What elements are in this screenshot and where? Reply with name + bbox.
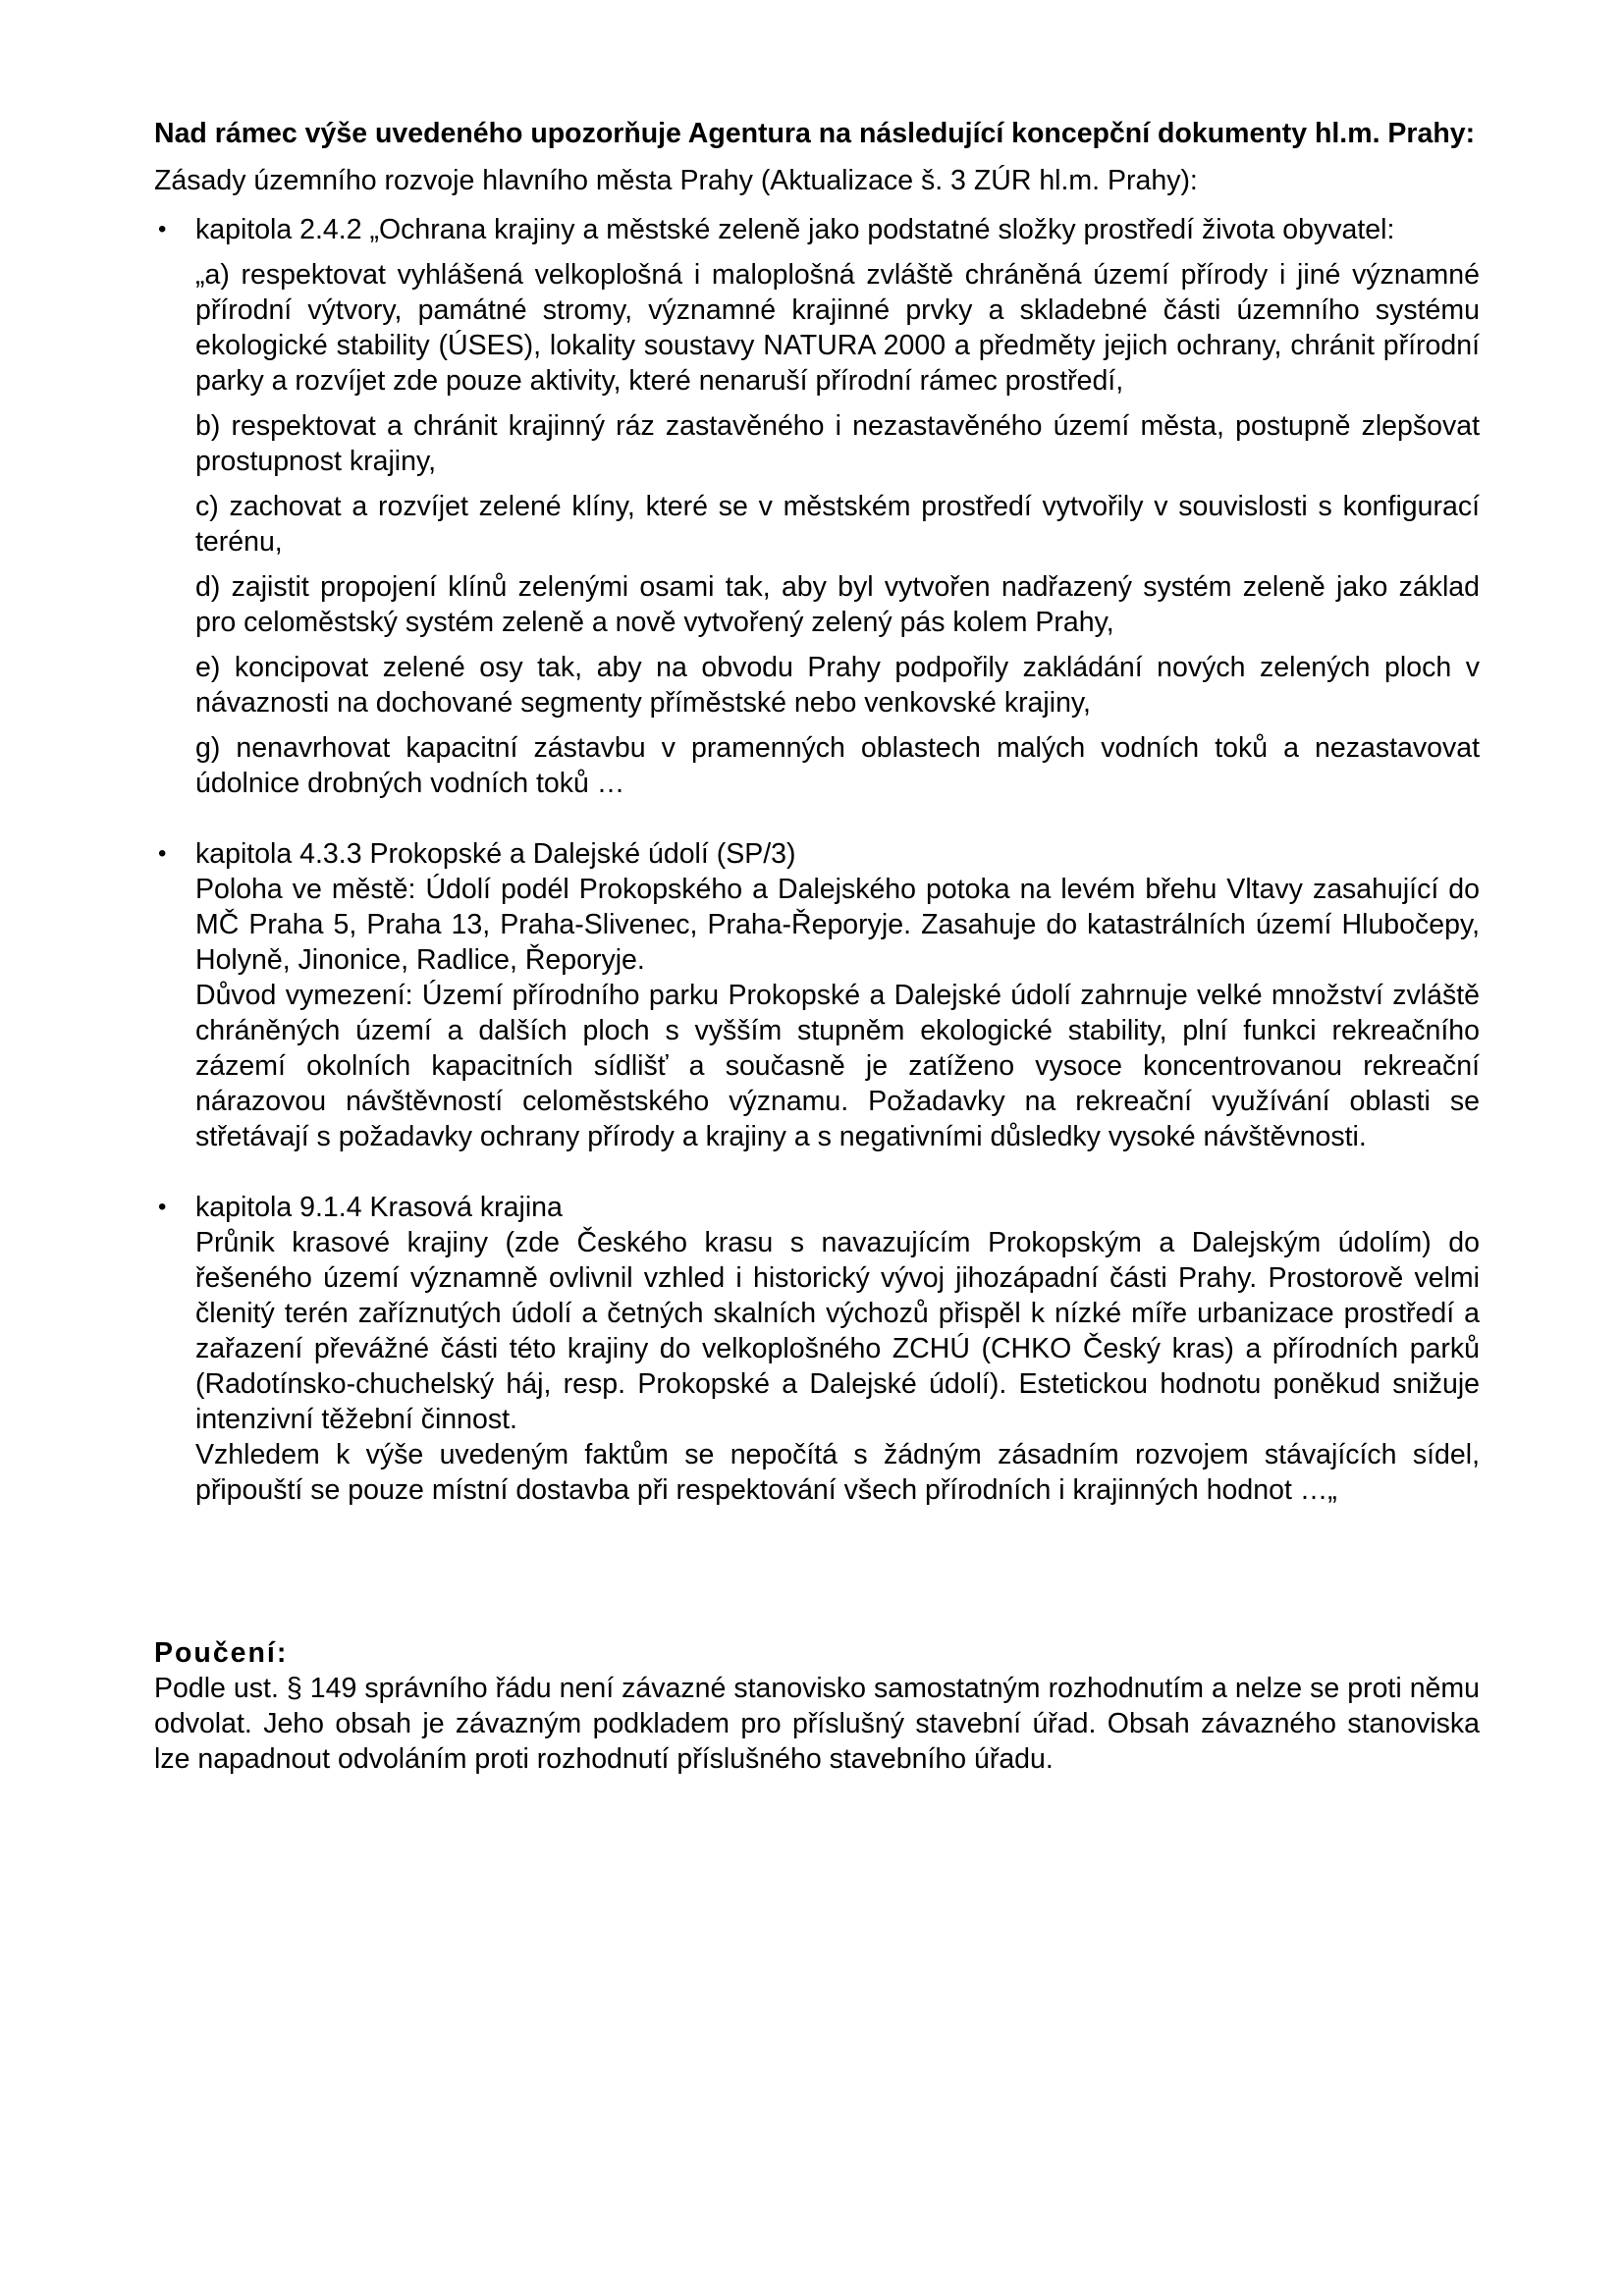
bullet-dot-icon: • bbox=[158, 840, 167, 867]
intro-line: Zásady územního rozvoje hlavního města Prahy (Aktualizace š. 3 ZÚR hl.m. Prahy): bbox=[154, 165, 1198, 196]
chapter-list bbox=[154, 212, 1480, 1508]
notice-heading: Poučení: bbox=[154, 1637, 289, 1669]
chapter-title: kapitola 2.4.2 „Ochrana krajiny a městské zeleně jako podstatné složky prostředí života obyvatel: bbox=[195, 214, 1395, 245]
chapter-paragraph: Vzhledem k výše uvedeným faktům se nepočítá s žádným zásadním rozvojem stávajících sídel, připouští se pouze místní dostavba při respektování všech přírodních i krajinných hodnot …„ bbox=[195, 1439, 1480, 1506]
chapter-paragraph: Poloha ve městě: Údolí podél Prokopského a Dalejského potoka na levém břehu Vltavy zasahující do MČ Praha 5, Praha 13, Praha-Slivenec, Praha-Řeporyje. Zasahuje do katastrálních území Hlubočepy, Holyně, Jinonice, Radlice, Řeporyje. bbox=[195, 874, 1480, 976]
bullet-dot-icon: • bbox=[158, 1194, 167, 1220]
chapter-title: kapitola 9.1.4 Krasová krajina bbox=[195, 1192, 563, 1223]
list-item-chapter-4-3-3 bbox=[154, 836, 1480, 1154]
chapter-paragraph: Průnik krasové krajiny (zde Českého krasu s navazujícím Prokopským a Dalejským údolím) do řešeného území významně ovlivnil vzhled i historický vývoj jihozápadní části Prahy. Prostorově velmi členitý terén zaříznutých údolí a četných skalních výchozů přispěl k nízké míře urbanizace prostředí a zařazení převážné části této krajiny do velkoplošného ZCHÚ (CHKO Český kras) a přírodních parků (Radotínsko-chuchelský háj, resp. Prokopské a Dalejské údolí). Estetickou hodnotu poněkud snižuje intenzivní těžební činnost. bbox=[195, 1227, 1480, 1435]
chapter-body bbox=[195, 836, 1480, 1154]
list-item-chapter-9-1-4 bbox=[154, 1190, 1480, 1508]
list-item-chapter-2-4-2 bbox=[154, 212, 1480, 801]
quote-block bbox=[195, 257, 1480, 801]
chapter-paragraph: Důvod vymezení: Území přírodního parku Prokopské a Dalejské údolí zahrnuje velké množství zvláště chráněných území a dalších ploch s vyšším stupněm ekologické stability, plní funkci rekreačního zázemí okolních kapacitních sídlišť a současně je zatíženo vysoce koncentrovanou rekreační nárazovou návštěvností celoměstského významu. Požadavky na rekreační využívání oblasti se střetávají s požadavky ochrany přírody a krajiny a s negativními důsledky vysoké návštěvnosti. bbox=[195, 980, 1480, 1152]
quote-item: g) nenavrhovat kapacitní zástavbu v pramenných oblastech malých vodních toků a nezastavovat údolnice drobných vodních toků … bbox=[195, 732, 1480, 799]
chapter-title: kapitola 4.3.3 Prokopské a Dalejské údolí (SP/3) bbox=[195, 838, 796, 870]
quote-item: d) zajistit propojení klínů zelenými osami tak, aby byl vytvořen nadřazený systém zeleně jako základ pro celoměstský systém zeleně a nově vytvořený zelený pás kolem Prahy, bbox=[195, 571, 1480, 638]
document-page bbox=[154, 116, 1480, 1777]
notice-section bbox=[154, 1635, 1480, 1777]
quote-item: c) zachovat a rozvíjet zelené klíny, které se v městském prostředí vytvořily v souvislosti s konfigurací terénu, bbox=[195, 491, 1480, 558]
notice-text: Podle ust. § 149 správního řádu není závazné stanovisko samostatným rozhodnutím a nelze se proti němu odvolat. Jeho obsah je závazným podkladem pro příslušný stavební úřad. Obsah závazného stanoviska lze napadnout odvoláním proti rozhodnutí příslušného stavebního úřadu. bbox=[154, 1673, 1480, 1775]
quote-item: e) koncipovat zelené osy tak, aby na obvodu Prahy podpořily zakládání nových zelených ploch v návaznosti na dochované segmenty příměstské nebo venkovské krajiny, bbox=[195, 652, 1480, 719]
bullet-dot-icon: • bbox=[158, 216, 167, 242]
intro-heading: Nad rámec výše uvedeného upozorňuje Agentura na následující koncepční dokumenty hl.m. Prahy: bbox=[154, 118, 1476, 149]
quote-item: b) respektovat a chránit krajinný ráz zastavěného i nezastavěného území města, postupně zlepšovat prostupnost krajiny, bbox=[195, 410, 1480, 477]
chapter-body bbox=[195, 1190, 1480, 1508]
quote-item: „a) respektovat vyhlášená velkoplošná i maloplošná zvláště chráněná území přírody i jiné významné přírodní výtvory, památné stromy, významné krajinné prvky a skladebné části územního systému ekologické stability (ÚSES), lokality soustavy NATURA 2000 a předměty jejich ochrany, chránit přírodní parky a rozvíjet zde pouze aktivity, které nenaruší přírodní rámec prostředí, bbox=[195, 259, 1480, 397]
